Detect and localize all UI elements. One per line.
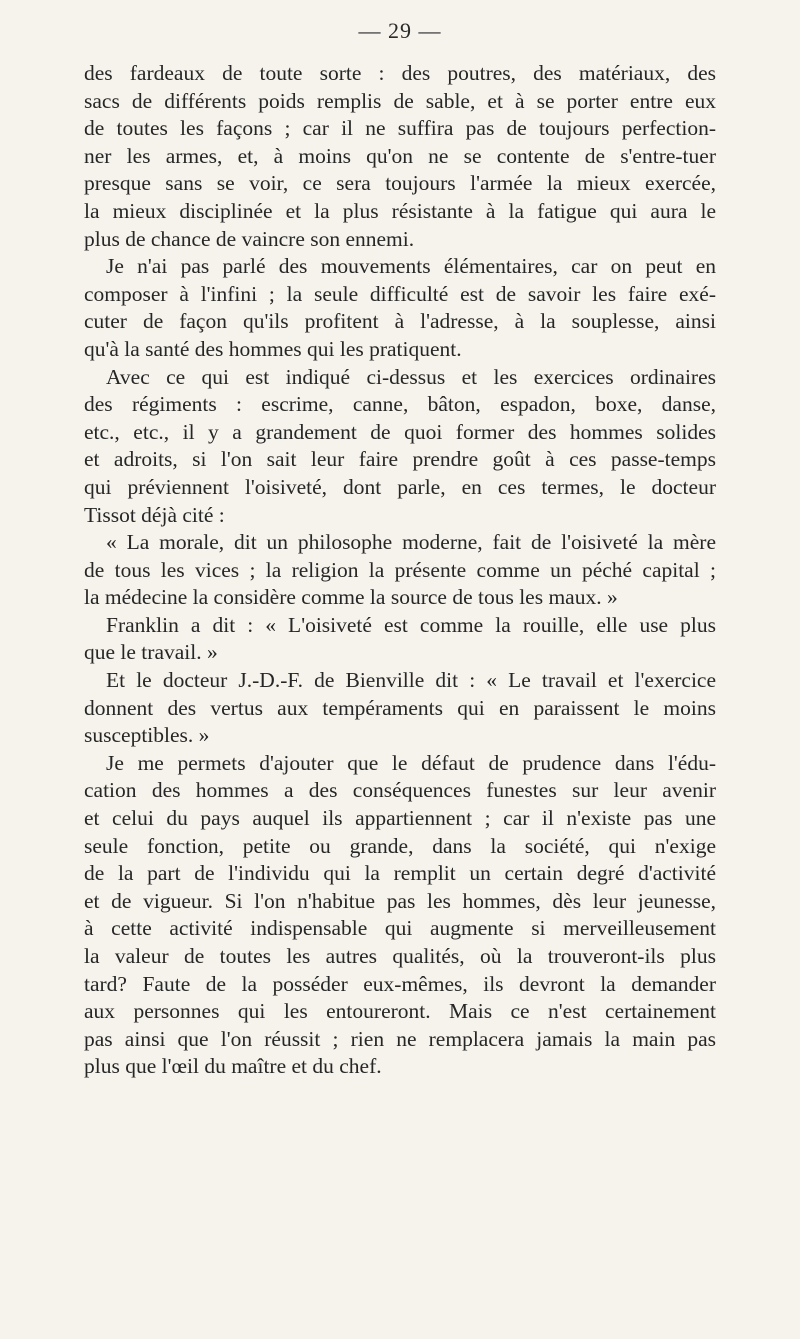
text-line: etc., etc., il y a grandement de quoi former des hommes solides — [84, 419, 716, 444]
text-line: plus que l'œil du maître et du chef. — [84, 1054, 382, 1079]
text-line: pas ainsi que l'on réussit ; rien ne remplacera jamais la main pas — [84, 1026, 716, 1051]
text-line: de tous les vices ; la religion la présente comme un péché capital ; — [84, 557, 716, 582]
text-line: seule fonction, petite ou grande, dans la société, qui n'exige — [84, 833, 716, 858]
text-line: Tissot déjà cité : — [84, 502, 225, 527]
text-line: susceptibles. » — [84, 723, 210, 748]
text-line: des fardeaux de toute sorte : des poutres, des matériaux, des — [84, 61, 716, 85]
text-line: la valeur de toutes les autres qualités, où la trouveront-ils plus — [84, 944, 716, 968]
text-line: « La morale, dit un philosophe moderne, fait de l'oisiveté la mère — [106, 530, 716, 555]
text-line: Avec ce qui est indiqué ci-dessus et les exercices ordinaires — [106, 364, 716, 389]
text-line: plus de chance de vaincre son ennemi. — [84, 226, 415, 251]
text-line: donnent des vertus aux tempéraments qui en paraissent le moins — [84, 695, 716, 720]
text-line: presque sans se voir, ce sera toujours l'armée la mieux exercée, — [84, 171, 716, 196]
text-line: à cette activité indispensable qui augmente si merveilleusement — [84, 916, 716, 941]
text-line: aux personnes qui les entoureront. Mais ce n'est certainement — [84, 999, 716, 1024]
text-line: cuter de façon qu'ils profitent à l'adresse, à la souplesse, ainsi — [84, 309, 716, 334]
text-line: Je me permets d'ajouter que le défaut de prudence dans l'édu- — [106, 750, 716, 775]
text-line: Franklin a dit : « L'oisiveté est comme la rouille, elle use plus — [106, 612, 716, 637]
text-line: et celui du pays auquel ils appartiennent ; car il n'existe pas une — [84, 806, 716, 831]
text-line: cation des hommes a des conséquences funestes sur leur avenir — [84, 778, 716, 803]
text-line: et de vigueur. Si l'on n'habitue pas les hommes, dès leur jeunesse, — [84, 888, 716, 913]
text-line: tard? Faute de la posséder eux-mêmes, ils devront la demander — [84, 971, 716, 996]
text-line: la médecine la considère comme la source de tous les maux. » — [84, 585, 618, 610]
text-line: ner les armes, et, à moins qu'on ne se contente de s'entre-tuer — [84, 143, 716, 168]
text-line: composer à l'infini ; la seule difficulté est de savoir les faire exé- — [84, 281, 716, 306]
text-line: que le travail. » — [84, 640, 218, 665]
text-line: de toutes les façons ; car il ne suffira pas de toujours perfection- — [84, 116, 716, 141]
text-line: la mieux disciplinée et la plus résistante à la fatigue qui aura le — [84, 198, 716, 223]
text-line: Je n'ai pas parlé des mouvements élémentaires, car on peut en — [106, 254, 716, 279]
page-number: — 29 — — [358, 18, 442, 43]
text-line: qui préviennent l'oisiveté, dont parle, en ces termes, le docteur — [84, 474, 716, 499]
text-line: de la part de l'individu qui la remplit un certain degré d'activité — [84, 861, 716, 886]
text-line: qu'à la santé des hommes qui les pratiquent. — [84, 336, 462, 361]
text-line: sacs de différents poids remplis de sable, et à se porter entre eux — [84, 88, 716, 113]
text-line: des régiments : escrime, canne, bâton, espadon, boxe, danse, — [84, 392, 716, 417]
text-line: Et le docteur J.-D.-F. de Bienville dit : « Le travail et l'exercice — [106, 668, 716, 693]
body-text — [84, 60, 716, 1081]
text-line: et adroits, si l'on sait leur faire prendre goût à ces passe-temps — [84, 447, 716, 472]
